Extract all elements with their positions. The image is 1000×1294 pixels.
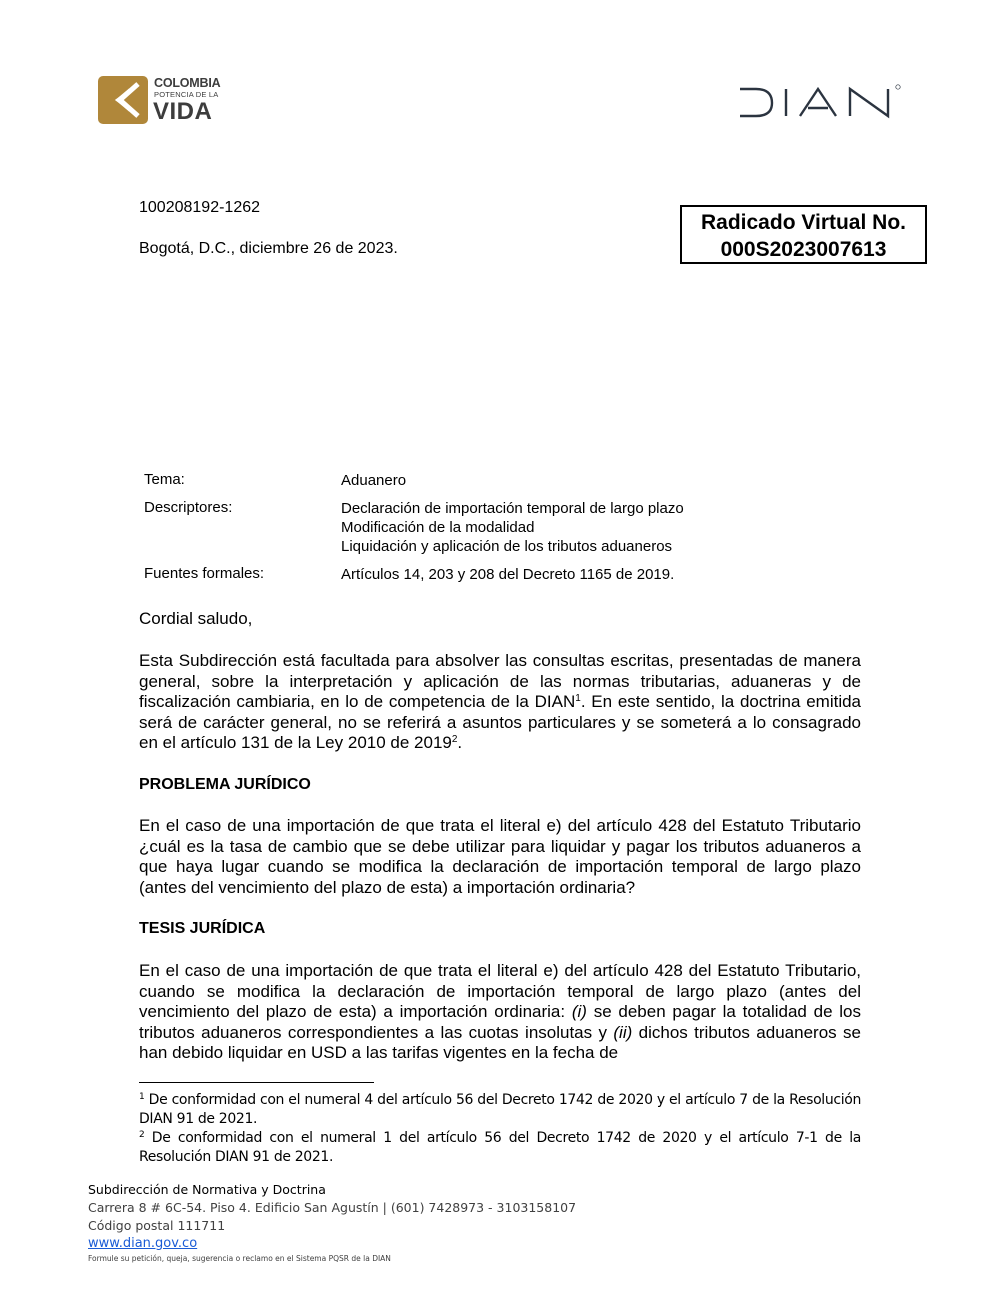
tesis-juridica-heading: TESIS JURÍDICA — [139, 920, 266, 937]
colombia-potencia-de-la-vida-logo — [98, 76, 238, 126]
tema-value: Aduanero — [341, 472, 407, 489]
problema-juridico-paragraph: En el caso de una importación de que trata el literal e) del artículo 428 del Estatuto Tributario ¿cuál es la tasa de cambio que se debe utilizar para liquidar y pagar los tributos aduaneros a que haya lugar cuando se modifica la declaración de importación temporal de largo plazo (antes del vencimiento del plazo de esta) a importación ordinaria? — [139, 816, 861, 897]
footnote-ref-1: 1 — [575, 693, 581, 704]
intro-text: Esta Subdirección está facultada para absolver las consultas escritas, presentadas de manera general, sobre la interpretación y aplicación de las normas tributarias, aduaneras y de fiscalización cambiaria, en lo de competencia de la DIAN — [139, 651, 861, 711]
colombia-logo-line3: VIDA — [153, 98, 213, 125]
dian-logo — [738, 83, 906, 119]
intro-text: . En este sentido, la doctrina emitida será de carácter general, no se referirá a asuntos particulares y se someterá a lo consagrado en el artículo 131 de la Ley 2010 de 2019 — [139, 692, 862, 752]
dian-wordmark-icon — [738, 83, 906, 119]
radicado-label: Radicado Virtual No. — [701, 211, 906, 234]
footer-pqsr-note: Formule su petición, queja, sugerencia o reclamo en el Sistema PQSR de la DIAN — [88, 1254, 391, 1263]
descriptor-item: Modificación de la modalidad — [341, 519, 535, 536]
tesis-text: se deben pagar la totalidad de los tributos aduaneros correspondientes a las cuotas insolutas y — [139, 1002, 861, 1042]
footer-website-link[interactable]: www.dian.gov.co — [88, 1236, 198, 1251]
footnote-number: 2 — [139, 1130, 145, 1140]
fuentes-label: Fuentes formales: — [144, 565, 265, 582]
footer-address: Carrera 8 # 6C-54. Piso 4. Edificio San Agustín | (601) 7428973 - 3103158107 — [88, 1200, 577, 1215]
footnote-text: De conformidad con el numeral 4 del artículo 56 del Decreto 1742 de 2020 y el artículo 7 de la Resolución DIAN 91 de 2021. — [139, 1092, 861, 1127]
footnote-2 — [139, 1129, 861, 1167]
footnote-number: 1 — [139, 1092, 145, 1102]
descriptor-item: Declaración de importación temporal de largo plazo — [341, 500, 684, 517]
tesis-enum-ii: (ii) — [613, 1022, 633, 1042]
colombia-logo-mark-icon — [98, 76, 152, 126]
footnote-text: De conformidad con el numeral 1 del artículo 56 del Decreto 1742 de 2020 y el artículo 7-1 de la Resolución DIAN 91 de 2021. — [139, 1130, 861, 1165]
colombia-logo-line2: POTENCIA DE LA — [154, 90, 219, 99]
footnote-1 — [139, 1091, 861, 1129]
place-and-date: Bogotá, D.C., diciembre 26 de 2023. — [139, 240, 398, 257]
greeting: Cordial saludo, — [139, 609, 253, 628]
problema-juridico-heading: PROBLEMA JURÍDICO — [139, 776, 311, 793]
descriptores-list — [341, 499, 684, 556]
tema-label: Tema: — [144, 471, 185, 488]
intro-text: . — [457, 733, 463, 752]
tesis-enum-i: (i) — [571, 1002, 587, 1021]
tesis-juridica-paragraph — [139, 961, 861, 1064]
colombia-logo-line1: COLOMBIA — [154, 76, 221, 90]
intro-paragraph — [139, 651, 861, 754]
fuentes-value: Artículos 14, 203 y 208 del Decreto 1165 de 2019. — [341, 566, 675, 583]
descriptor-item: Liquidación y aplicación de los tributos aduaneros — [341, 538, 673, 555]
footnote-ref-2: 2 — [451, 734, 458, 745]
footer-office: Subdirección de Normativa y Doctrina — [88, 1182, 326, 1197]
footer-postal-code: Código postal 111711 — [88, 1218, 226, 1233]
descriptores-label: Descriptores: — [144, 499, 233, 516]
footnote-divider — [139, 1082, 374, 1083]
radicado-number: 000S2023007613 — [720, 238, 887, 261]
tesis-text: dichos tributos aduaneros se han debido liquidar en USD a las tarifas vigentes en la fecha de — [139, 1022, 861, 1062]
tesis-text: En el caso de una importación de que trata el literal e) del artículo 428 del Estatuto Tributario, cuando se modifica la declaración de importación temporal de largo plazo (antes del vencimiento del plazo de esta) a importación ordinaria: — [139, 961, 861, 1021]
radicado-box — [680, 205, 927, 264]
reference-number: 100208192-1262 — [139, 199, 261, 216]
